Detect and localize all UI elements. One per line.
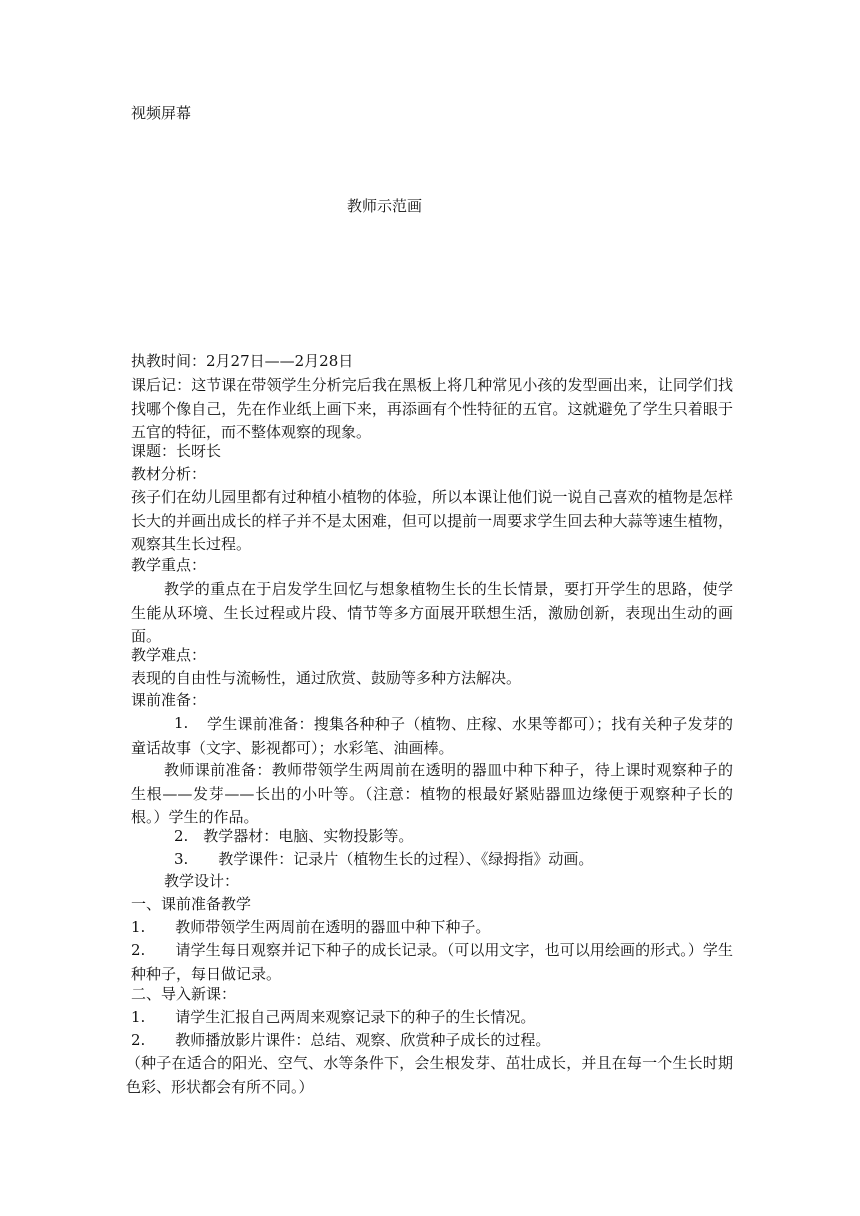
- key-heading: 教学重点：: [131, 556, 207, 574]
- section-1-heading: 一、课前准备教学: [131, 895, 252, 913]
- prep-item-1-number: 1.: [174, 714, 189, 732]
- key-paragraph: 教学的重点在于启发学生回忆与想象植物生长的生长情景，要打开学生的思路，使学生能从环境、生长过程或片段、情节等多方面展开联想生活，激励创新，表现出生动的画面。: [131, 580, 733, 646]
- prep-item-2: 2. 教学器材：电脑、实物投影等。: [174, 827, 414, 845]
- exec-time: 执教时间：2月27日——2月28日: [131, 352, 354, 370]
- topic-line: 课题：长呀长: [131, 442, 222, 460]
- section-2-heading: 二、导入新课：: [131, 985, 237, 1003]
- prep-item-3: 3. 教学课件：记录片（植物生长的过程）、《绿拇指》动画。: [174, 850, 594, 868]
- section-2-item-2: 2. 教师播放影片课件：总结、观察、欣赏种子成长的过程。: [131, 1031, 551, 1049]
- prep-teacher-paragraph: 教师课前准备：教师带领学生两周前在透明的器皿中种下种子，待上课时观察种子的生根——发芽——长出的小叶等。（注意：植物的根最好紧贴器皿边缘便于观察种子长的根。）学生的作品。: [131, 761, 733, 827]
- design-heading: 教学设计：: [164, 872, 240, 890]
- section-1-item-2: 2. 请学生每日观察并记下种子的成长记录。（可以用文字，也可以用绘画的形式。）学生种种子，每日做记录。: [131, 941, 733, 983]
- section-1-item-1: 1. 教师带领学生两周前在透明的器皿中种下种子。: [131, 918, 491, 936]
- material-heading: 教材分析：: [131, 465, 207, 483]
- video-screen-label: 视频屏幕: [131, 104, 192, 122]
- prep-item-1-text: 学生课前准备：搜集各种种子（植物、庄稼、水果等都可）；找有关种子发芽的童话故事（文字、影视都可）；水彩笔、油画棒。: [131, 715, 733, 757]
- teacher-demo-label: 教师示范画: [347, 197, 423, 215]
- material-paragraph: 孩子们在幼儿园里都有过种植小植物的体验，所以本课让他们说一说自己喜欢的植物是怎样长大的并画出成长的样子并不是太困难，但可以提前一周要求学生回去种大蒜等速生植物，观察其生长过程。: [131, 488, 733, 554]
- prep-heading: 课前准备：: [131, 691, 207, 709]
- difficulty-heading: 教学难点：: [131, 646, 207, 664]
- note-paragraph: （种子在适合的阳光、空气、水等条件下，会生根发芽、茁壮成长，并且在每一个生长时期色彩、形状都会有所不同。）: [126, 1054, 733, 1096]
- difficulty-text: 表现的自由性与流畅性，通过欣赏、鼓励等多种方法解决。: [131, 669, 522, 687]
- section-2-item-1: 1. 请学生汇报自己两周来观察记录下的种子的生长情况。: [131, 1008, 536, 1026]
- reflection-paragraph: 课后记：这节课在带领学生分析完后我在黑板上将几种常见小孩的发型画出来，让同学们找找哪个像自己，先在作业纸上画下来，再添画有个性特征的五官。这就避免了学生只着眼于五官的特征，而不整体观察的现象。: [131, 376, 733, 442]
